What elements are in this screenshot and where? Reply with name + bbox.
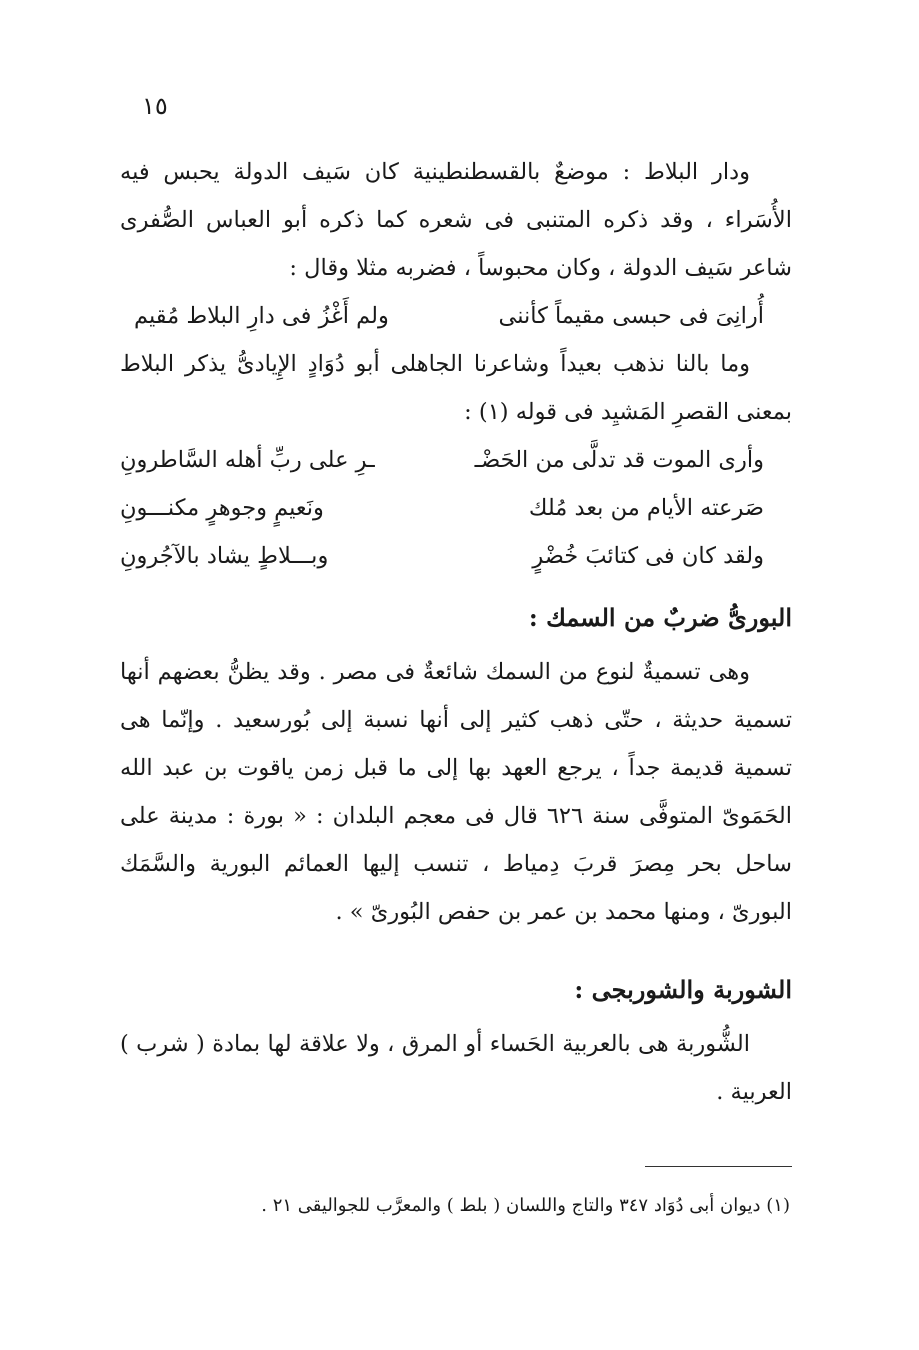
- paragraph-shorba: [120, 1020, 792, 1116]
- verse-line: [120, 484, 792, 532]
- text-line: البلدان : « بورة : مدينة على ساحل بحر مِصرَ قربَ دِمياط ، تنسب إليها: [120, 803, 792, 877]
- footnote-divider: [645, 1166, 792, 1167]
- text-line: بعضهم أنها تسمية حديثة ، حتّى ذهب كثير إلى أنها نسبة إلى: [120, 659, 793, 733]
- text-line: الشُّوربة هى بالعربية الحَساء أو المرق ، ولا علاقة لها بمادة: [212, 1031, 751, 1057]
- text-line: البلاط بمعنى القصرِ المَشيِد فى قوله (١) :: [120, 351, 792, 425]
- text-line: البُورىّ » .: [335, 899, 431, 925]
- text-line: بُورسعيد . وإنّما هى تسمية قديمة جداً ، يرجع العهد بها إلى ما قبل: [120, 707, 792, 781]
- verse-hemistich-second: ونَعيمٍ وجوهرٍ مكنـــونِ: [120, 495, 324, 521]
- section-heading-bouri: البورىُّ ضربٌ من السمك :: [528, 603, 792, 632]
- verse-hemistich-first: وأرى الموت قد تدلَّى من الحَضْـ: [474, 447, 764, 473]
- verse-line: [120, 532, 792, 580]
- text-line: وهى تسميةٌ لنوع من السمك شائعةٌ فى مصر . وقد يظنُّ: [227, 659, 751, 685]
- verse-hemistich-first: صَرعته الأيام من بعد مُلك: [528, 495, 764, 521]
- text-line: وما بالنا نذهب بعيداً وشاعرنا الجاهلى أبو دُوَادٍ الإِيادىُّ يذكر: [184, 351, 750, 377]
- verse-hemistich-first: ولقد كان فى كتائبَ خُضْرٍ: [532, 543, 764, 569]
- verse-hemistich-first: أُرانِىَ فى حبسى مقيماً كأننى: [498, 303, 764, 329]
- paragraph-bouri: [120, 648, 792, 936]
- text-line: ودار البلاط : موضعٌ بالقسطنطينية كان سَيف الدولة يحبس فيه: [120, 159, 750, 185]
- verse-line: [120, 436, 792, 484]
- verse-hemistich-second: ـرِ على ربِّ أهله السَّاطرونِ: [120, 447, 375, 473]
- text-line: سَيف الدولة ، وكان محبوساً ، فضربه مثلا وقال :: [289, 255, 734, 281]
- text-line: ( شرب ) العربية .: [120, 1031, 792, 1105]
- page-number: ١٥: [142, 92, 168, 120]
- text-line: زمن ياقوت بن عبد الله الحَمَوىّ المتوفَّى سنة ٦٢٦ قال فى معجم: [120, 755, 792, 829]
- verse-line: [120, 292, 792, 340]
- text-line: الأُسَراء ، وقد ذكره المتنبى فى شعره كما ذكره أبو العباس الصُّفرى شاعر: [120, 207, 792, 281]
- paragraph-dar-al-balat: [120, 148, 792, 292]
- footnote: (١) ديوان أبى دُوَاد ٣٤٧ والتاج واللسان ( بلط ) والمعرَّب للجواليقى ٢١ .: [261, 1195, 790, 1216]
- paragraph-abu-duad: [120, 340, 792, 436]
- verse-hemistich-second: وبـــلاطٍ يشاد بالآجُرونِ: [120, 543, 329, 569]
- section-heading-shorba: الشوربة والشوربجى :: [574, 975, 792, 1004]
- text-line: العمائم البورية والسَّمَك البورىّ ، ومنها محمد بن عمر بن حفص: [120, 851, 792, 925]
- page-body: [120, 148, 792, 1116]
- verse-hemistich-second: ولم أَغْزُ فى دارِ البلاط مُقيم: [134, 303, 389, 329]
